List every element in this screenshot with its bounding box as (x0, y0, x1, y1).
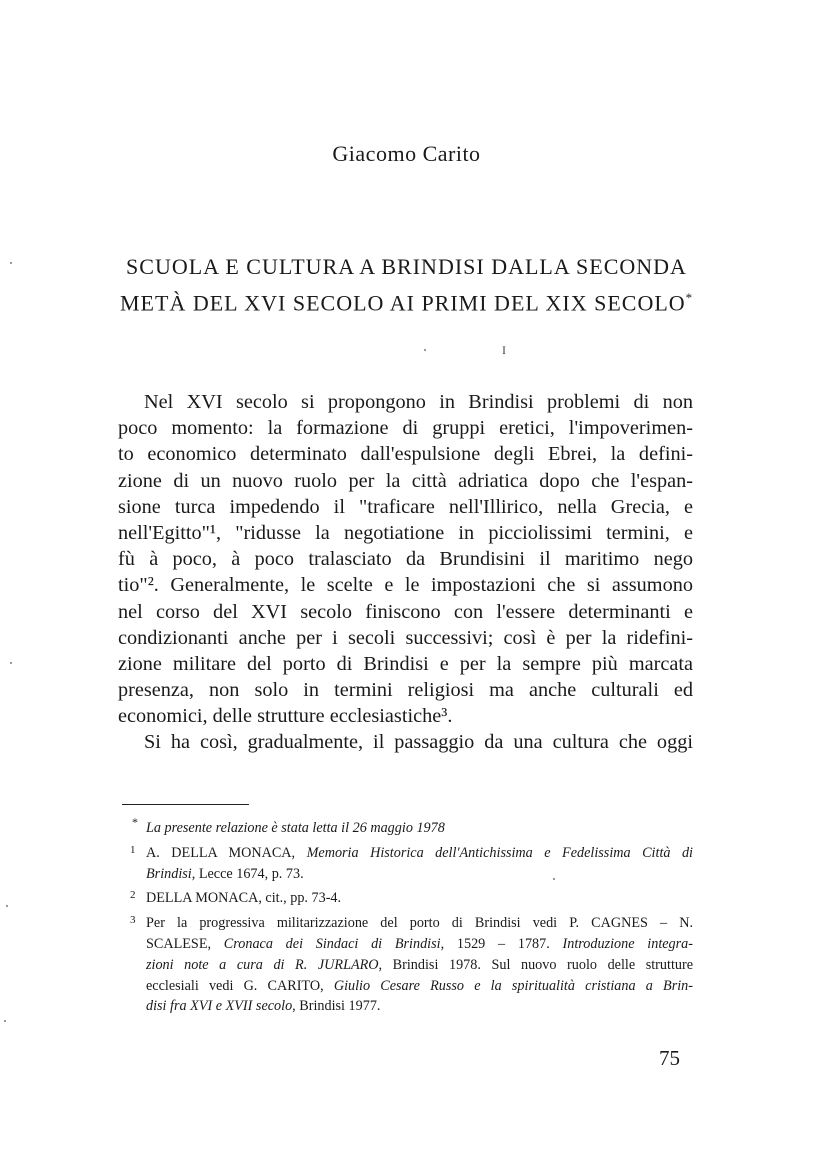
body-line: nell'Egitto"¹, "ridusse la negotiatione in picciolissimi termini, e (118, 521, 693, 544)
footnote-work-title-cont: disi fra XVI e XVII secolo (146, 998, 293, 1015)
scan-speck (10, 662, 12, 664)
footnote-divider (122, 804, 249, 805)
title-line-1: SCUOLA E CULTURA A BRINDISI DALLA SECONDA (126, 254, 687, 279)
body-line: Nel XVI secolo si propongono in Brindisi problemi di non (144, 391, 693, 413)
body-line: sione turca impedendo il "traficare nell'Illirico, nella Grecia, e (118, 495, 693, 518)
footnote-citation: , 1529 – 1787. (440, 935, 563, 952)
footnote-number: * (132, 815, 138, 829)
title-footnote-marker: * (685, 290, 694, 305)
footnote-work-subtitle: Introduzione integra- (562, 935, 693, 952)
body-line: condizionanti anche per i secoli successivi; così è per la ridefini- (118, 626, 693, 649)
footnote-work-title: Cronaca dei Sindaci di Brindisi (223, 935, 441, 952)
footnote-number: 3 (130, 914, 136, 927)
footnote-3 (118, 913, 693, 1017)
footnote-star (118, 815, 693, 839)
section-mark: I (502, 343, 506, 357)
body-line: nel corso del XVI secolo finiscono con l'essere determinanti e (118, 600, 693, 623)
page-number: 75 (659, 1046, 680, 1070)
body-line: tio"². Generalmente, le scelte e le impostazioni che si assumono (118, 574, 693, 597)
footnote-line: Per la progressiva militarizzazione del porto di Brindisi vedi P. CAGNES – N. (146, 915, 693, 932)
footnote-citation: , Brindisi 1978. Sul nuovo ruolo delle strutture (378, 956, 694, 973)
footnote-citation: , Lecce 1674, p. 73. (191, 865, 304, 882)
scan-speck (4, 1020, 6, 1022)
footnote-text: La presente relazione è stata letta il 26 maggio 1978 (146, 820, 445, 836)
scan-speck (553, 878, 555, 880)
footnote-author: A. DELLA MONACA, (146, 844, 307, 861)
footnote-number: 1 (130, 843, 136, 856)
body-line: economici, delle strutture ecclesiastiche³. (118, 705, 453, 728)
footnote-1 (118, 843, 693, 885)
scan-speck (6, 905, 8, 907)
body-line: presenza, non solo in termini religiosi ma anche culturali ed (118, 679, 693, 702)
footnote-author: SCALESE, (146, 935, 224, 952)
footnote-author: ecclesiali vedi G. CARITO, (146, 977, 334, 994)
footnote-work-title: Giulio Cesare Russo e la spiritualità cristiana a Brin- (333, 977, 693, 994)
footnote-work-subtitle-cont: zioni note a cura di R. JURLARO (146, 956, 379, 973)
scan-speck (10, 262, 12, 264)
body-line: zione militare del porto di Brindisi e per la sempre più marcata (118, 652, 693, 675)
footnotes (118, 815, 694, 1021)
body-line: Si ha così, gradualmente, il passaggio da una cultura che oggi (144, 731, 693, 754)
article-title (120, 251, 693, 318)
author-name: Giacomo Carito (332, 141, 481, 166)
footnote-work-title-cont: Brindisi (146, 865, 192, 882)
body-line: poco momento: la formazione di gruppi eretici, l'impoverimen- (118, 417, 693, 440)
body-line: to economico determinato dall'espulsione degli Ebrei, la defini- (118, 443, 693, 466)
footnote-number: 2 (130, 889, 136, 902)
footnote-text: DELLA MONACA, cit., pp. 73-4. (146, 890, 342, 907)
body-line: fù à poco, à poco tralasciato da Brundisini il maritimo nego (118, 548, 693, 571)
scan-speck (424, 349, 426, 351)
footnote-citation: , Brindisi 1977. (292, 998, 381, 1015)
title-line-2: METÀ DEL XVI SECOLO AI PRIMI DEL XIX SECOLO* (120, 290, 694, 316)
body-line: zione di un nuovo ruolo per la città adriatica dopo che l'espan- (118, 469, 693, 492)
footnote-work-title: Memoria Historica dell'Antichissima e Fedelissima Città di (306, 844, 693, 861)
footnote-2 (118, 888, 693, 909)
body-text (118, 389, 693, 756)
